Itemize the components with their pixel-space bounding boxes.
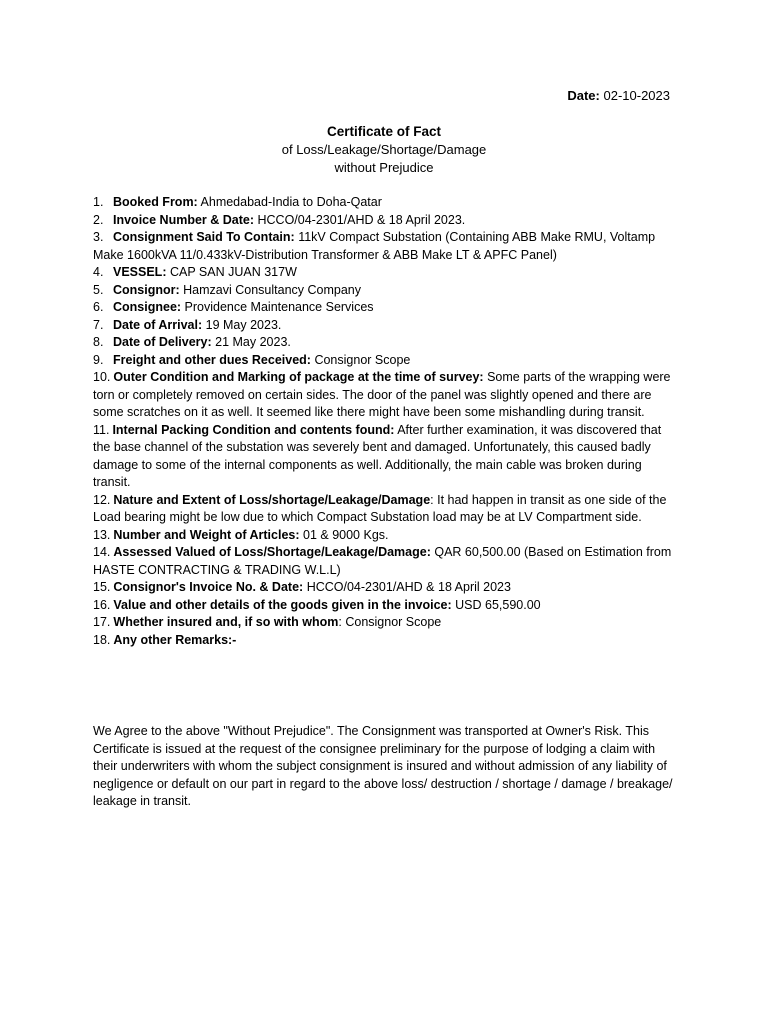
list-item (93, 544, 675, 579)
item-number: 12. (93, 492, 111, 507)
item-label: VESSEL: (113, 265, 167, 279)
list-item (93, 422, 675, 492)
date-label: Date: (567, 88, 600, 103)
list-item (93, 352, 675, 370)
item-value: 19 May 2023. (205, 317, 282, 332)
item-label: Consignor's Invoice No. & Date: (113, 580, 304, 594)
list-item (93, 579, 675, 597)
item-value: CAP SAN JUAN 317W (169, 265, 297, 279)
certificate-items-list (93, 194, 675, 649)
item-label: Outer Condition and Marking of package at the time of survey: (113, 370, 484, 384)
date-line (567, 87, 670, 104)
certificate-subtitle: of Loss/Leakage/Shortage/Damage (281, 142, 487, 157)
item-label: Consignment Said To Contain: (113, 230, 295, 244)
item-label: Value and other details of the goods given in the invoice: (113, 597, 452, 612)
item-number: 1. (93, 195, 104, 209)
list-item (93, 299, 675, 317)
item-number: 5. (93, 282, 104, 297)
certificate-title: Certificate of Fact (326, 124, 442, 139)
certificate-title-block (0, 123, 768, 177)
item-value: 11kV Compact Substation (Containing ABB Make RMU, Voltamp Make 1600kVA 11/0.433kV-Distribution Transformer & ABB Make LT & APFC Panel) (93, 230, 656, 262)
item-number: 16. (93, 597, 111, 612)
item-label: Booked From: (113, 195, 198, 209)
item-number: 17. (93, 615, 111, 629)
item-value: USD 65,590.00 (455, 597, 541, 612)
item-number: 7. (93, 317, 104, 332)
item-value: Providence Maintenance Services (184, 300, 374, 314)
list-item (93, 334, 675, 352)
item-value: After further examination, it was discovered that the base channel of the substation was severely bent and damaged. Unfortunately, this caused badly damage to some of the internal components as well. Additionally, the main cable was broken during transit. (93, 422, 662, 489)
item-value: QAR 60,500.00 (Based on Estimation from HASTE CONTRACTING & TRADING W.L.L) (93, 545, 672, 577)
item-number: 11. (93, 422, 110, 437)
item-number: 6. (93, 300, 104, 314)
item-value: Hamzavi Consultancy Company (183, 282, 362, 297)
date-value: 02-10-2023 (603, 88, 670, 103)
item-label: Number and Weight of Articles: (113, 527, 300, 542)
closing-paragraph: We Agree to the above "Without Prejudice". The Consignment was transported at Owner's Risk. This Certificate is issued at the request of the consignee preliminary for the purpose of lodging a claim with their underwriters with whom the subject consignment is insured and without admission of any liability of negligence or default on our part in regard to the above loss/ destruction / shortage / damage / breakage/ leakage in transit. (93, 724, 673, 808)
item-number: 4. (93, 265, 104, 279)
item-number: 13. (93, 527, 111, 542)
item-number: 8. (93, 335, 104, 349)
item-value: Ahmedabad-India to Doha-Qatar (200, 195, 382, 209)
certificate-subtitle-2: without Prejudice (334, 160, 434, 175)
list-item (93, 194, 675, 212)
item-label: Internal Packing Condition and contents found: (112, 422, 395, 437)
list-item (93, 317, 675, 335)
item-label: Nature and Extent of Loss/shortage/Leakage/Damage (113, 492, 431, 507)
item-number: 9. (93, 352, 104, 367)
item-number: 18. (93, 632, 111, 647)
list-item (93, 212, 675, 230)
list-item (93, 229, 675, 264)
list-item (93, 527, 675, 545)
item-number: 2. (93, 212, 104, 227)
list-item (93, 492, 675, 527)
item-label: Consignor: (113, 282, 180, 297)
item-value: : It had happen in transit as one side of the Load bearing might be low due to which Compact Substation load may be at LV Compartment side. (93, 492, 667, 524)
item-label: Date of Arrival: (113, 317, 203, 332)
item-value: HCCO/04-2301/AHD & 18 April 2023. (257, 212, 466, 227)
item-number: 10. (93, 370, 111, 384)
item-value: Consignor Scope (314, 352, 411, 367)
item-number: 15. (93, 580, 111, 594)
item-label: Assessed Valued of Loss/Shortage/Leakage/Damage: (113, 545, 431, 559)
item-label: Date of Delivery: (113, 335, 212, 349)
list-item (93, 614, 675, 632)
list-item (93, 282, 675, 300)
item-value: : Consignor Scope (338, 615, 442, 629)
item-value: 01 & 9000 Kgs. (303, 527, 389, 542)
list-item (93, 632, 675, 650)
item-value: Some parts of the wrapping were torn or completely removed on certain sides. The door of the panel was slightly opened and there are some scratches on it as well. It seemed like there might have been some mishandling during transit. (93, 370, 671, 419)
item-label: Whether insured and, if so with whom (113, 615, 339, 629)
item-label: Freight and other dues Received: (113, 352, 311, 367)
item-label: Consignee: (113, 300, 182, 314)
item-label: Invoice Number & Date: (113, 212, 255, 227)
list-item (93, 369, 675, 422)
item-label: Any other Remarks:- (113, 632, 237, 647)
item-value: 21 May 2023. (215, 335, 291, 349)
list-item (93, 597, 675, 615)
list-item (93, 264, 675, 282)
item-number: 14. (93, 545, 111, 559)
item-value: HCCO/04-2301/AHD & 18 April 2023 (306, 580, 511, 594)
item-number: 3. (93, 230, 104, 244)
